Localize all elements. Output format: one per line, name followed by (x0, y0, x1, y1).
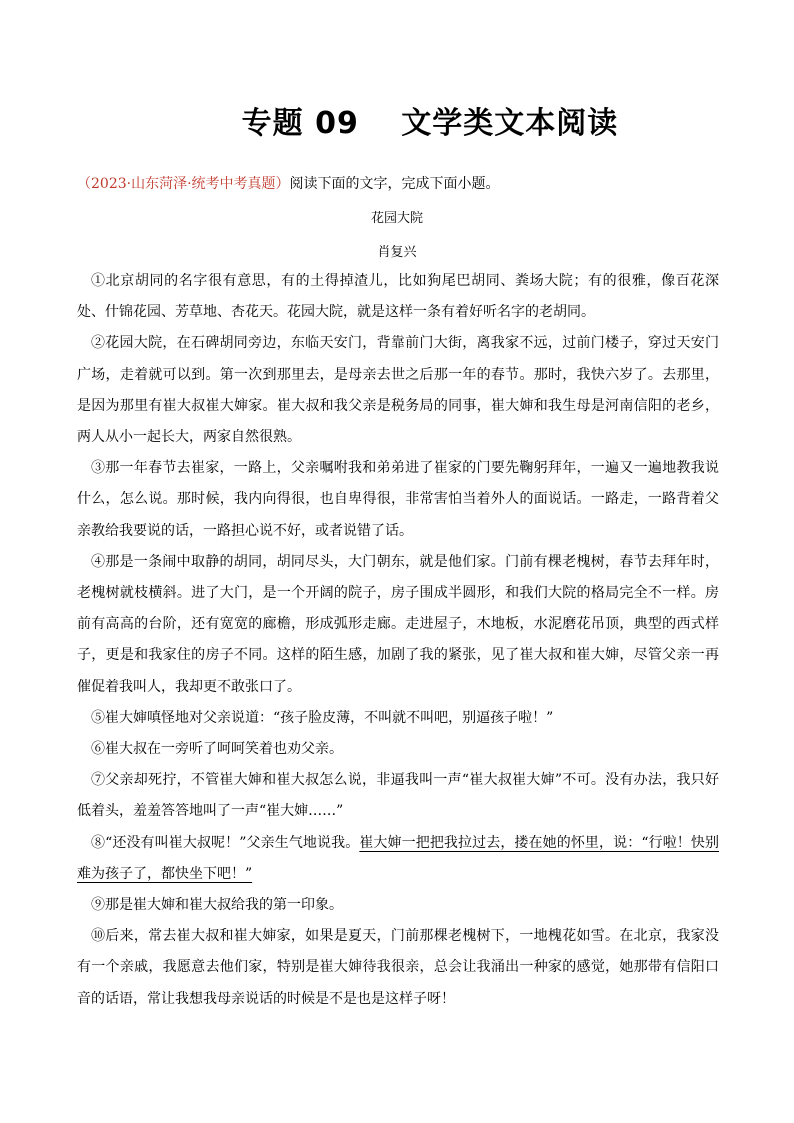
underlined-sentence: 崔大婶一把把我拉过去，搂在她的怀里，说：“行啦！快别难为孩子了，都快坐下吧！” (77, 834, 719, 882)
paragraph-2: ②花园大院，在石碑胡同旁边，东临天安门，背靠前门大街，离我家不远，过前门楼子，穿过天安门广场，走着就可以到。第一次到那里去，是母亲去世之后那一年的春节。那时，我快六岁了。去那里，是因为那里有崔大叔崔大婶家。崔大叔和我父亲是税务局的同事，崔大婶和我生母是河南信阳的老乡，两人从小一起长大，两家自然很熟。 (77, 335, 719, 446)
paragraph-7: ⑦父亲却死拧，不管崔大婶和崔大叔怎么说，非逼我叫一声“崔大叔崔大婶”不可。没有办法，我只好低着头，羞羞答答地叫了一声“崔大婶……” (77, 772, 719, 820)
essay-author: 肖复兴 (377, 245, 417, 260)
paragraph-3: ③那一年春节去崔家，一路上，父亲嘱咐我和弟弟进了崔家的门要先鞠躬拜年，一遍又一遍地教我说什么，怎么说。那时候，我内向得很，也自卑得很，非常害怕当着外人的面说话。一路走，一路背着父亲教给我要说的话，一路担心说不好，或者说错了话。 (77, 460, 719, 539)
paragraph-10: ⑩后来，常去崔大叔和崔大婶家，如果是夏天，门前那棵老槐树下，一地槐花如雪。在北京，我家没有一个亲戚，我愿意去他们家，特别是崔大婶待我很亲，总会让我涌出一种家的感觉，她那带有信阳口音的话语，常让我想我母亲说话的时候是不是也是这样子呀！ (77, 928, 719, 1007)
page-title: 专题 09 文学类文本阅读 (241, 106, 619, 141)
intro-open-paren: （ (77, 176, 91, 192)
essay-body (77, 266, 719, 1015)
exam-source: 2023·山东菏泽·统考中考真题 (91, 176, 276, 192)
paragraph-5: ⑤崔大婶嗔怪地对父亲说道：“孩子脸皮薄，不叫就不叫吧，别逼孩子啦！” (91, 709, 554, 726)
question-intro (77, 174, 737, 194)
intro-close-paren: ） (275, 176, 290, 192)
paragraph-8 (77, 828, 719, 890)
essay-title: 花园大院 (370, 211, 423, 226)
paragraph-6: ⑥崔大叔在一旁听了呵呵笑着也劝父亲。 (91, 741, 343, 758)
paragraph-9: ⑨那是崔大婶和崔大叔给我的第一印象。 (91, 897, 343, 914)
paragraph-1: ①北京胡同的名字很有意思，有的土得掉渣儿，比如狗尾巴胡同、粪场大院；有的很雅，像百花深处、什锦花园、芳草地、杏花天。花园大院，就是这样一条有着好听名字的老胡同。 (77, 273, 719, 321)
paragraph-4: ④那是一条闹中取静的胡同，胡同尽头，大门朝东，就是他们家。门前有棵老槐树，春节去拜年时，老槐树就枝横斜。进了大门，是一个开阔的院子，房子围成半圆形，和我们大院的格局完全不一样。房前有高高的台阶，还有宽宽的廊檐，形成弧形走廊。走进屋子，木地板，水泥磨花吊顶，典型的西式样子，更是和我家住的房子不同。这样的陌生感，加剧了我的紧张，见了崔大叔和崔大婶，尽管父亲一再催促着我叫人，我却更不敢张口了。 (77, 553, 719, 695)
paragraph-8-lead: ⑧“还没有叫崔大叔呢！”父亲生气地说我。 (91, 834, 360, 851)
instruction-text: 阅读下面的文字，完成下面小题。 (289, 176, 500, 192)
